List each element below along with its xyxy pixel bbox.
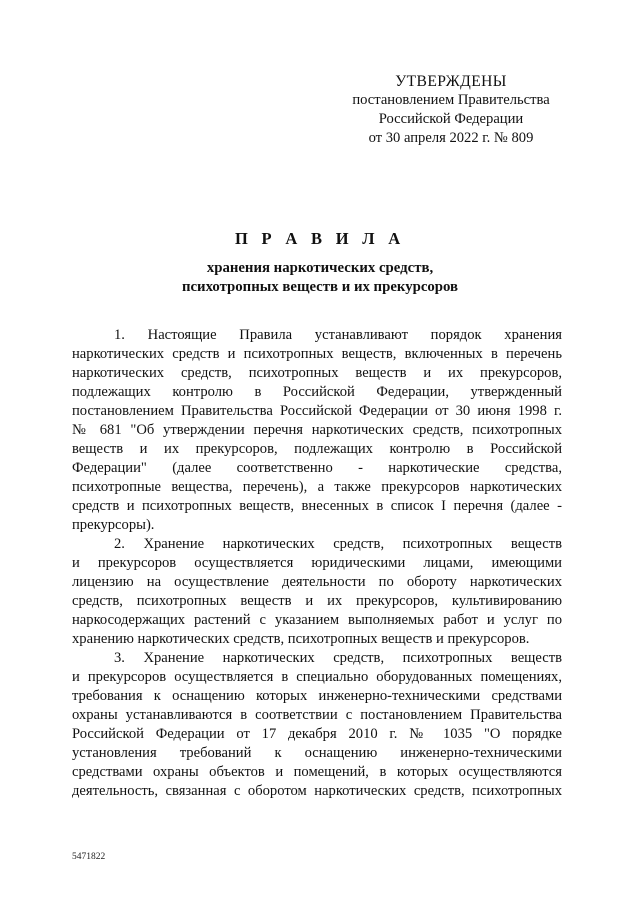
document-subtitle-line: психотропных веществ и их прекурсоров <box>181 279 459 295</box>
text-line: наркотических средств, психотропных веществ и их прекурсоров, <box>72 365 562 381</box>
document-number: 5471822 <box>72 852 106 862</box>
text-line: хранению наркотических средств, психотропных веществ и прекурсоров. <box>72 631 530 647</box>
approval-line: постановлением Правительства <box>352 92 550 108</box>
text-line: прекурсоры). <box>72 517 155 533</box>
text-line: наркосодержащих растений с указанием выполняемых работ и услуг по <box>72 612 562 628</box>
approval-line: от 30 апреля 2022 г. № 809 <box>368 130 534 146</box>
approval-title: УТВЕРЖДЕНЫ <box>395 73 507 90</box>
text-line: психотропные вещества, перечень), а также прекурсоров наркотических <box>72 479 562 495</box>
approval-stamp <box>320 72 582 148</box>
document-body <box>72 326 562 801</box>
paragraph-1 <box>72 326 562 535</box>
text-line: и прекурсоров осуществляется в специально оборудованных помещениях, <box>72 669 562 685</box>
text-line: постановлением Правительства Российской Федерации от 30 июня 1998 г. <box>72 403 562 419</box>
text-line: 1. Настоящие Правила устанавливают порядок хранения <box>114 327 562 343</box>
text-line: лицензию на осуществление деятельности по обороту наркотических <box>72 574 562 590</box>
text-line: и прекурсоров осуществляется юридическими лицами, имеющими <box>72 555 562 571</box>
text-line: требования к оснащению которых инженерно-техническими средствами <box>72 688 562 704</box>
text-line: Федерации" (далее соответственно - наркотические средства, <box>72 460 562 476</box>
document-heading <box>0 228 640 297</box>
paragraph-3 <box>72 649 562 801</box>
text-line: наркотических средств и психотропных веществ, включенных в перечень <box>72 346 562 362</box>
text-line: средствами охраны объектов и помещений, в которых осуществляются <box>72 764 562 780</box>
text-line: установления требований к оснащению инженерно-техническими <box>72 745 562 761</box>
text-line: № 681 "Об утверждении перечня наркотических средств, психотропных <box>72 422 562 438</box>
approval-line: Российской Федерации <box>378 111 524 127</box>
document-subtitle-line: хранения наркотических средств, <box>206 260 434 276</box>
text-line: 3. Хранение наркотических средств, психотропных веществ <box>114 650 562 666</box>
text-line: деятельность, связанная с оборотом наркотических средств, психотропных <box>72 783 562 799</box>
text-line: веществ и их прекурсоров, подлежащих контролю в Российской <box>72 441 562 457</box>
document-title: П Р А В И Л А <box>234 229 406 248</box>
text-line: охраны устанавливаются в соответствии с постановлением Правительства <box>72 707 562 723</box>
text-line: Российской Федерации от 17 декабря 2010 г. № 1035 "О порядке <box>72 726 562 742</box>
text-line: средств и психотропных веществ, внесенных в список I перечня (далее - <box>72 498 562 514</box>
paragraph-2 <box>72 535 562 649</box>
text-line: 2. Хранение наркотических средств, психотропных веществ <box>114 536 562 552</box>
text-line: подлежащих контролю в Российской Федерации, утвержденный <box>72 384 562 400</box>
text-line: средств, психотропных веществ и их прекурсоров, культивированию <box>72 593 562 609</box>
